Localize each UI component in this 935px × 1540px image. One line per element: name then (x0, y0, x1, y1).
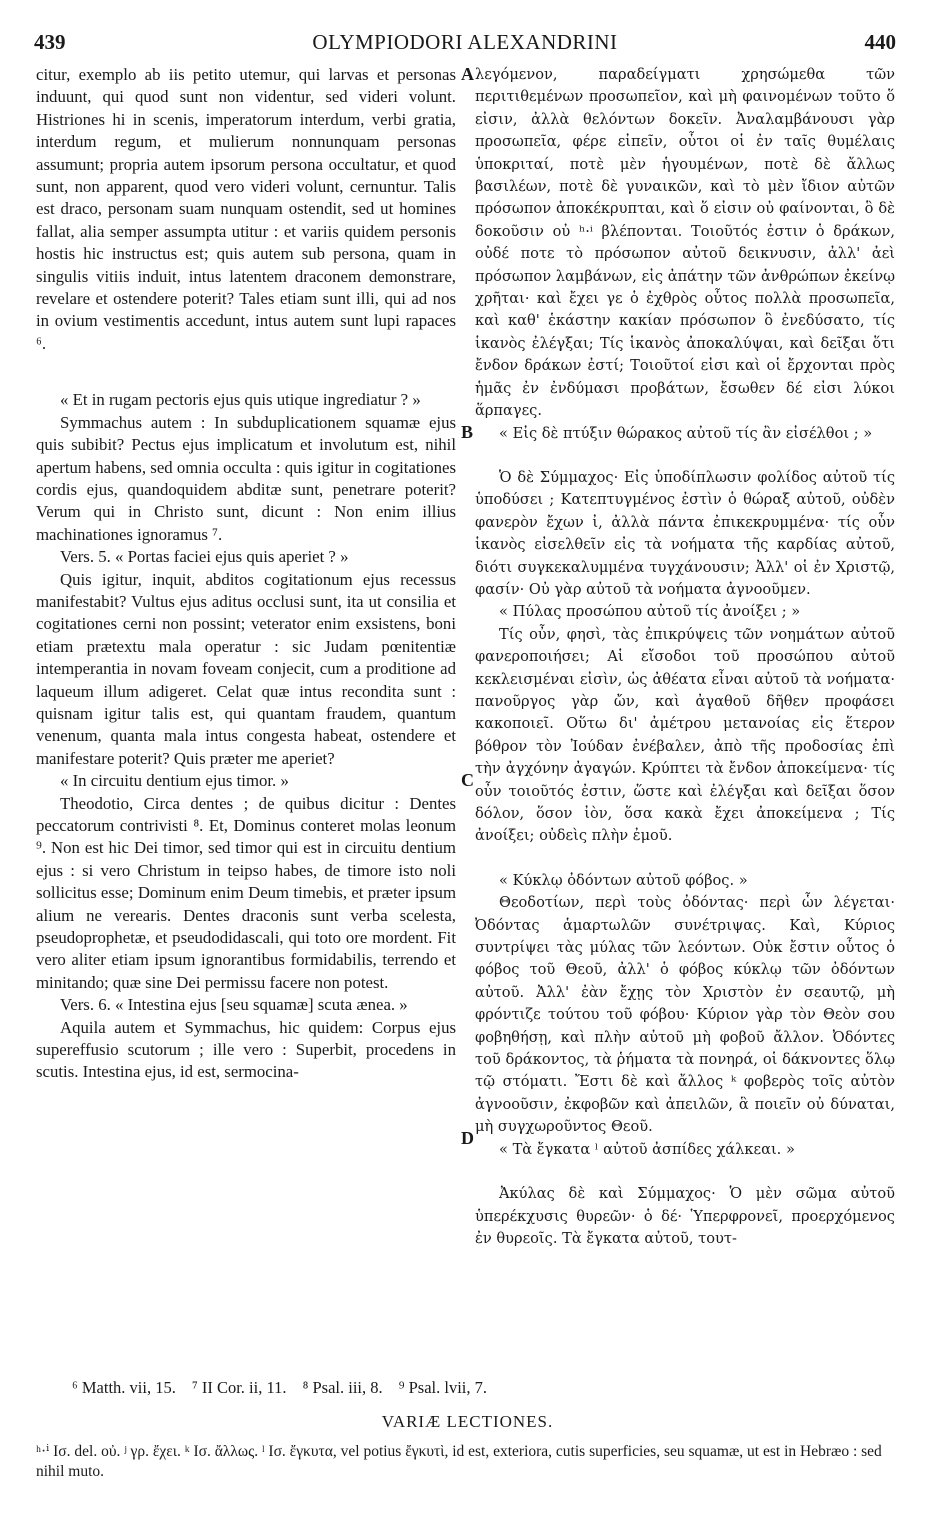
greek-paragraph: Θεοδοτίων, περὶ τοὺς ὀδόντας· περὶ ὧν λέγεται· Ὀδόντας ἁμαρτωλῶν συνέτριψας. Καὶ, Κύριος συντρίψει τὰς μύλας τῶν λεόντων. Οὐκ ἔστιν οὗτος ὁ φόβος τοῦ Θεοῦ, ἀλλ' ὁ φόβος κύκλῳ τῶν ὀδόντων αὐτοῦ. Ἀλλ' ἐὰν ἔχῃς τὸν Χριστὸν ἐν σεαυτῷ, μὴ φρόντιζε τούτου τοῦ φόβου· Κύριον γὰρ τὸν Θεὸν σου φοβηθήσῃ, καὶ πλὴν αὐτοῦ μὴ φοβοῦ ἄλλον. Ὀδόντες τοῦ δράκοντος, τὰ ῥήματα τὰ πονηρά, οἱ δάκνοντες ὅλῳ τῷ στόματι. Ἔστι δὲ καὶ ἄλλος ᵏ φοβερὸς τοῖς αὐτὸν ἀγνοοῦσιν, ἐκφοβῶν καὶ ἀπειλῶν, ἃ ποιεῖν οὐ δύναται, μὴ συγχωροῦντος Θεοῦ. (475, 894, 895, 1136)
latin-paragraph: citur, exemplo ab iis petito utemur, qui larvas et personas induunt, qui quod sunt non videntur, sed videri volunt. Histriones hi in scenis, imperatorum interdum, verbi gratia, interdum regum, et mulierum nonnunquam personas assumunt; propria autem ipsorum persona occultatur, et quod sunt, non apparent, quod vero videri volunt, cernuntur. Talis est draco, personam suam nunquam ostendit, sed ut homines fallat, alia semper assumpta utitur : et variis quidem personis hostis hic instructus est; quis autem sub persona, quam in singulis vitiis induit, intus latentem draconem demonstrare, revelare et ostendere poterit? Tales etiam sunt illi, qui ad nos in ovium vestimentis accedunt, intus autem sunt lupi rapaces ⁶. (36, 65, 456, 353)
footnote: ⁸ Psal. iii, 8. (302, 1378, 383, 1397)
page-number-right: 440 (864, 30, 896, 54)
footnote: ⁷ II Cor. ii, 11. (191, 1378, 287, 1397)
running-title: OLYMPIODORI ALEXANDRINI (312, 30, 618, 54)
greek-column (475, 64, 895, 1250)
footnote: ⁹ Psal. lvii, 7. (398, 1378, 488, 1397)
latin-verse: Vers. 5. « Portas faciei ejus quis aperiet ? » (60, 547, 349, 567)
footnotes (72, 1378, 499, 1398)
variants-title: VARIÆ LECTIONES. (381, 1412, 554, 1431)
variants-section (36, 1442, 896, 1482)
greek-verse: « Κύκλῳ ὀδόντων αὐτοῦ φόβος. » (499, 871, 748, 889)
latin-verse: « Et in rugam pectoris ejus quis utique ingrediatur ? » (60, 390, 421, 410)
footnote: ⁶ Matth. vii, 15. (72, 1378, 176, 1397)
margin-letter-d: D (461, 1128, 474, 1148)
greek-paragraph: Ὁ δὲ Σύμμαχος· Εἰς ὑποδίπλωσιν φολίδος αὐτοῦ τίς ὑποδύσει ; Κατεπτυγμένος ἐστὶν ὁ θώραξ αὐτοῦ, οὐδὲν φανερὸν ἔχων ἰ, ἀλλὰ πάντα ἐπικεκρυμμένα· τίς οὖν ἱκανὸς εἰσελθεῖν εἰς τὰ νοήματα τῆς καρδίας αὐτοῦ, διότι συγκεκαλυμμένα τυγχάνουσιν; Ἀλλ' οἱ ἐν Χριστῷ, φασίν· Οὐ γὰρ αὐτοῦ τὰ νοήματα ἀγνοοῦμεν. (475, 468, 895, 598)
greek-paragraph: λεγόμενον, παραδείγματι χρησώμεθα τῶν περιτιθεμένων προσωπεῖον, καὶ μὴ φαινομένων τοῦτο ὅ εἰσιν, ἀλλὰ θελόντων δοκεῖν. Ἀναλαμβάνουσι γὰρ προσωπεῖα, φέρε εἰπεῖν, οὗτοι οἱ ἐν ταῖς θυμέλαις ὑποκριταί, ποτὲ μὲν ἡγουμένων, ποτὲ δὲ ἄλλως βασιλέων, ποτὲ δὲ γυναικῶν, καὶ τὸ μὲν ἴδιον αὐτῶν πρόσωπον ἀποκέκρυπται, καὶ ὅ εἰσιν οὐ φαίνονται, ὃ δὲ δοκοῦσιν οὐ ʰ·ⁱ βλέπονται. Τοιοῦτός ἐστιν ὁ δράκων, οὐδέ ποτε τὸ πρόσωπον αὐτοῦ δεικνυσιν, ἀλλ' ἀεὶ πρόσωπον λαμβάνων, εἰς ἀπάτην τῶν ἀνθρώπων ἐκείνῳ χρῆται· καὶ ἔχει γε ὁ ἐχθρὸς οὗτος πολλὰ προσωπεῖα, καὶ καθ' ἑκάστην κακίαν πρόσωπον ὃ ἐνεδύσατο, τίς ἱκανὸς ἐλέγξαι; Τίς ἱκανὸς ἀποκαλύψαι, καὶ δεῖξαι ὅτι ἔνδον δράκων ἐστί; Τοιοῦτοί εἰσι καὶ οἱ ἔρχονται πρὸς ἡμᾶς ἐν ἐνδύμασι προβάτων, ἔσωθεν δέ εἰσι λύκοι ἅρπαγες. (475, 66, 895, 420)
greek-paragraph: Τίς οὖν, φησὶ, τὰς ἐπικρύψεις τῶν νοημάτων αὐτοῦ φανεροποιήσει; Αἱ εἴσοδοι τοῦ προσώπου αὐτοῦ κεκλεισμέναι εἰσὶν, ὡς ἀθέατα εἶναι αὐτοῦ τὰ νοήματα· πανοῦργος γὰρ ὤν, καὶ ἀγαθοῦ δῆθεν προφάσει κακοποιεῖ. Οὕτω δι' ἀμέτρου μετανοίας εἰς ἕτερον βόθρον τὸν Ἰούδαν ἐνέβαλεν, ἀπὸ τῆς προδοσίας ἐπὶ τὴν ἀγχόνην ἀγαγών. Κρύπτει τὰ ἔνδον ἀποκείμενα· τίς οὖν τοιοῦτός ἐστιν, ὥστε καὶ ἐλέγξαι καὶ δεῖξαι ὅσον δόλον, ὅσον ἰὸν, ὅσα κακὰ ἔχει ἀποκείμενα ; Τίς ἀνοίξει; οὐδεὶς πλὴν ἐμοῦ. (475, 625, 895, 845)
variants-text: ʰ·ⁱ Iσ. del. οὐ. ʲ γρ. ἔχει. ᵏ Iσ. ἄλλως. ˡ Iσ. ἔγκυτα, vel potius ἔγκυτὶ, id est, exteriora, cutis superficies, seu squamæ, ut est in Hebræo : sed nihil muto. (36, 1443, 882, 1480)
page-header (34, 30, 896, 60)
greek-verse: « Τὰ ἔγκατα ˡ αὐτοῦ ἀσπίδες χάλκεαι. » (499, 1140, 795, 1158)
latin-paragraph: Aquila autem et Symmachus, hic quidem: Corpus ejus supereffusio scutorum ; ille vero : Superbit, procedens in scutis. Intestina ejus, id est, sermocina- (36, 1017, 456, 1082)
page-number-left: 439 (34, 30, 66, 54)
greek-verse: « Πύλας προσώπου αὐτοῦ τίς ἀνοίξει ; » (499, 603, 801, 621)
latin-column (36, 64, 456, 1084)
latin-paragraph: Symmachus autem : In subduplicationem squamæ ejus quis subibit? Pectus ejus implicatum et involutum est, nihil apertum habens, sed omnia occulta : quis igitur in cogitationes cordis ejus, quandoquidem abditæ sunt, penetrare poterit? Verum qui in Christo sunt, dicunt : Non enim illius machinationes ignoramus ⁷. (36, 412, 456, 544)
margin-letter-b: B (461, 422, 474, 442)
greek-paragraph: Ἀκύλας δὲ καὶ Σύμμαχος· Ὁ μὲν σῶμα αὐτοῦ ὑπερέκχυσις θυρεῶν· ὁ δέ· Ὑπερφρονεῖ, προερχόμενος ἐν θυρεοῖς. Τὰ ἔγκατα αὐτοῦ, τουτ- (475, 1185, 895, 1247)
latin-paragraph: Theodotio, Circa dentes ; de quibus dicitur : Dentes peccatorum contrivisti ⁸. Et, Dominus conteret molas leonum ⁹. Non est hic Dei timor, sed timor qui est in circuitu dentium ejus : si vero Christum in teipso habes, de timore isto noli sollicitus esse; Dominum enim Deum timebis, et præter ipsum alium ne verearis. Dentes draconis sunt verba scelesta, pseudoprophetæ, et pseudodidascali, qui toto ore mordent. Fit vero aliter etiam ipsum ignorantibus formidabilis, terrendo et minitando; quæ sine Dei permissu facere non potest. (36, 793, 456, 992)
latin-paragraph: Quis igitur, inquit, abditos cogitationum ejus recessus manifestabit? Vultus ejus aditus occlusi sunt, ita ut consilia et cogitationes cerni non possint; veterator enim exsistens, boni etiam prætextu mala operatur : sic Judam pœnitentiæ intemperantia in novam foveam conjecit, cum a proditione ad laqueum illum adigeret. Celat quæ intus recondita sunt : quisnam igitur talis est, qui quantam fraudem, quantum venenum, quanta mala intus congesta habeat, ostendere et manifestare poterit? Quis præter me aperiet? (36, 569, 456, 768)
greek-verse: « Εἰς δὲ πτύξιν θώρακος αὐτοῦ τίς ἂν εἰσέλθοι ; » (499, 424, 873, 442)
margin-letter-a: A (461, 64, 474, 84)
latin-verse: Vers. 6. « Intestina ejus [seu squamæ] scuta ænea. » (60, 995, 408, 1015)
latin-verse: « In circuitu dentium ejus timor. » (60, 771, 289, 791)
margin-letter-c: C (461, 770, 474, 790)
